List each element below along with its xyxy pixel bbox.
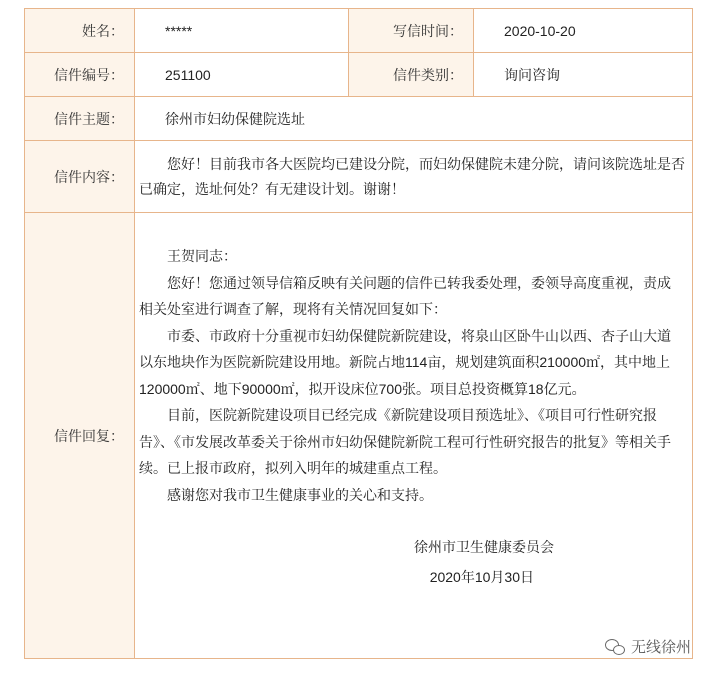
row-subject (25, 97, 693, 141)
row-number-category (25, 53, 693, 97)
number-label: 信件编号： (25, 53, 135, 97)
row-content (25, 141, 693, 213)
name-value: ***** (135, 9, 349, 53)
reply-body (135, 213, 693, 659)
reply-date: 2020年10月30日 (429, 569, 534, 585)
wechat-icon (605, 639, 625, 655)
category-value: 询问咨询 (474, 53, 693, 97)
number-value: 251100 (135, 53, 349, 97)
category-label: 信件类别： (349, 53, 474, 97)
row-reply (25, 213, 693, 659)
letter-table (24, 8, 693, 659)
content-value: 您好！目前我市各大医院均已建设分院，而妇幼保健院未建分院，请问该院选址是否已确定，选址何处？有无建设计划。谢谢！ (135, 141, 693, 213)
reply-label: 信件回复： (25, 213, 135, 659)
watermark-text: 无线徐州 (630, 639, 691, 656)
name-label: 姓名： (25, 9, 135, 53)
reply-paragraph: 感谢您对我市卫生健康事业的关心和支持。 (167, 486, 433, 503)
content-label: 信件内容： (25, 141, 135, 213)
time-value: 2020-10-20 (474, 9, 693, 53)
reply-paragraph: 市委、市政府十分重视市妇幼保健院新院建设，将泉山区卧牛山以西、杏子山大道以东地块作为医院新院建设用地。新院占地114亩，规划建筑面积210000㎡，其中地上120000㎡、地下90000㎡，拟开设床位700张。项目总投资概算18亿元。 (139, 327, 671, 397)
reply-paragraph: 您好！您通过领导信箱反映有关问题的信件已转我委处理，委领导高度重视，责成相关处室进行调查了解，现将有关情况回复如下： (139, 274, 671, 317)
time-label: 写信时间： (349, 9, 474, 53)
reply-paragraph: 目前，医院新院建设项目已经完成《新院建设项目预选址》、《项目可行性研究报告》、《市发展改革委关于徐州市妇幼保健院新院工程可行性研究报告的批复》等相关手续。已上报市政府，拟列入明年的城建重点工程。 (139, 407, 671, 476)
reply-salutation: 王贺同志： (167, 248, 237, 264)
row-name-time (25, 9, 693, 53)
signature-block (139, 532, 684, 592)
subject-value: 徐州市妇幼保健院选址 (135, 97, 693, 141)
subject-label: 信件主题： (25, 97, 135, 141)
reply-signature: 徐州市卫生健康委员会 (414, 539, 554, 555)
watermark (605, 636, 691, 657)
